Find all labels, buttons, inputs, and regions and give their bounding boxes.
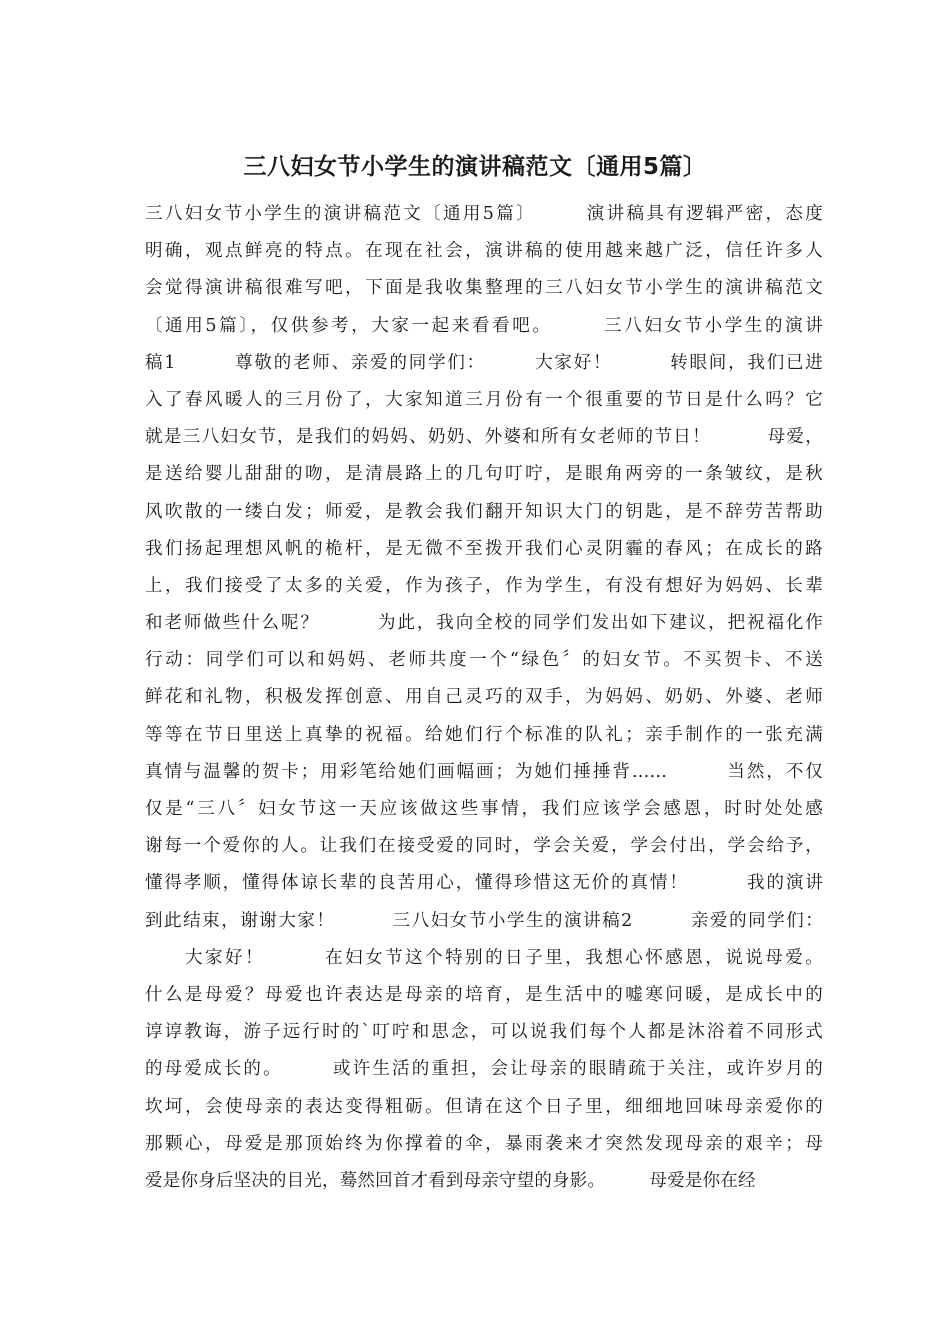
document-title: 三八妇女节小学生的演讲稿范文〔通用5篇〕 xyxy=(243,154,707,180)
body-line: 什么是母爱？母爱也许表达是母亲的培育，是生活中的嘘寒问暖，是成长中的 xyxy=(145,984,823,1005)
body-line: 的母爱成长的。 或许生活的重担，会让母亲的眼睛疏于关注，或许岁月的 xyxy=(145,1059,823,1080)
body-line: 三八妇女节小学生的演讲稿范文〔通用5篇〕 演讲稿具有逻辑严密，态度 xyxy=(145,204,823,224)
body-line: 行动：同学们可以和妈妈、老师共度一个“绿色〞的妇女节。不买贺卡、不送 xyxy=(145,650,823,671)
body-line: 入了春风暖人的三月份了，大家知道三月份有一个很重要的节日是什么吗？它 xyxy=(145,389,823,410)
body-line: 真情与温馨的贺卡；用彩笔给她们画幅画；为她们捶捶背…… 当然，不仅 xyxy=(145,761,823,782)
body-line: 我们扬起理想风帆的桅杆，是无微不至拨开我们心灵阴霾的春风；在成长的路 xyxy=(145,538,823,559)
body-line: 和老师做些什么呢？ 为此，我向全校的同学们发出如下建议，把祝福化作 xyxy=(145,613,823,634)
document-body xyxy=(145,196,823,1200)
body-line: 是送给婴儿甜甜的吻，是清晨路上的几句叮咛，是眼角两旁的一条皱纹，是秋 xyxy=(145,464,823,485)
body-line: 明确，观点鲜亮的特点。在现在社会，演讲稿的使用越来越广泛，信任许多人 xyxy=(145,241,823,262)
body-line: 谆谆教诲，游子远行时的`叮咛和思念，可以说我们每个人都是沐浴着不同形式 xyxy=(145,1022,823,1043)
body-line: 〔通用5篇〕，仅供参考，大家一起来看看吧。 三八妇女节小学生的演讲 xyxy=(145,315,823,336)
body-line: 懂得孝顺，懂得体谅长辈的良苦用心，懂得珍惜这无价的真情！ 我的演讲 xyxy=(145,873,823,894)
body-line: 上，我们接受了太多的关爱，作为孩子，作为学生，有没有想好为妈妈、长辈 xyxy=(145,575,823,596)
body-line: 稿1 尊敬的老师、亲爱的同学们： 大家好！ 转眼间，我们已进 xyxy=(145,352,823,373)
body-line: 风吹散的一缕白发；师爱，是教会我们翻开知识大门的钥匙，是不辞劳苦帮助 xyxy=(145,501,823,522)
body-line: 仅是“三八〞妇女节这一天应该做这些事情，我们应该学会感恩，时时处处感 xyxy=(145,799,823,819)
body-line: 爱是你身后坚决的目光，蓦然回首才看到母亲守望的身影。 母爱是你在经 xyxy=(145,1170,756,1191)
body-line: 等等在节日里送上真挚的祝福。给她们行个标准的队礼；亲手制作的一张充满 xyxy=(145,724,823,745)
body-line: 谢每一个爱你的人。让我们在接受爱的同时，学会关爱，学会付出，学会给予， xyxy=(145,836,823,857)
body-line: 那颗心，母爱是那顶始终为你撑着的伞，暴雨袭来才突然发现母亲的艰辛；母 xyxy=(145,1133,823,1154)
body-line: 坎坷，会使母亲的表达变得粗砺。但请在这个日子里，细细地回味母亲爱你的 xyxy=(145,1096,823,1117)
body-line: 大家好！ 在妇女节这个特别的日子里，我想心怀感恩，说说母爱。 xyxy=(145,947,823,968)
body-line: 会觉得演讲稿很难写吧，下面是我收集整理的三八妇女节小学生的演讲稿范文 xyxy=(145,278,823,299)
body-line: 到此结束，谢谢大家！ 三八妇女节小学生的演讲稿2 亲爱的同学们： xyxy=(145,910,823,931)
body-line: 就是三八妇女节，是我们的妈妈、奶奶、外婆和所有女老师的节日！ 母爱， xyxy=(145,427,823,448)
body-line: 鲜花和礼物，积极发挥创意、用自己灵巧的双手，为妈妈、奶奶、外婆、老师 xyxy=(145,687,823,708)
